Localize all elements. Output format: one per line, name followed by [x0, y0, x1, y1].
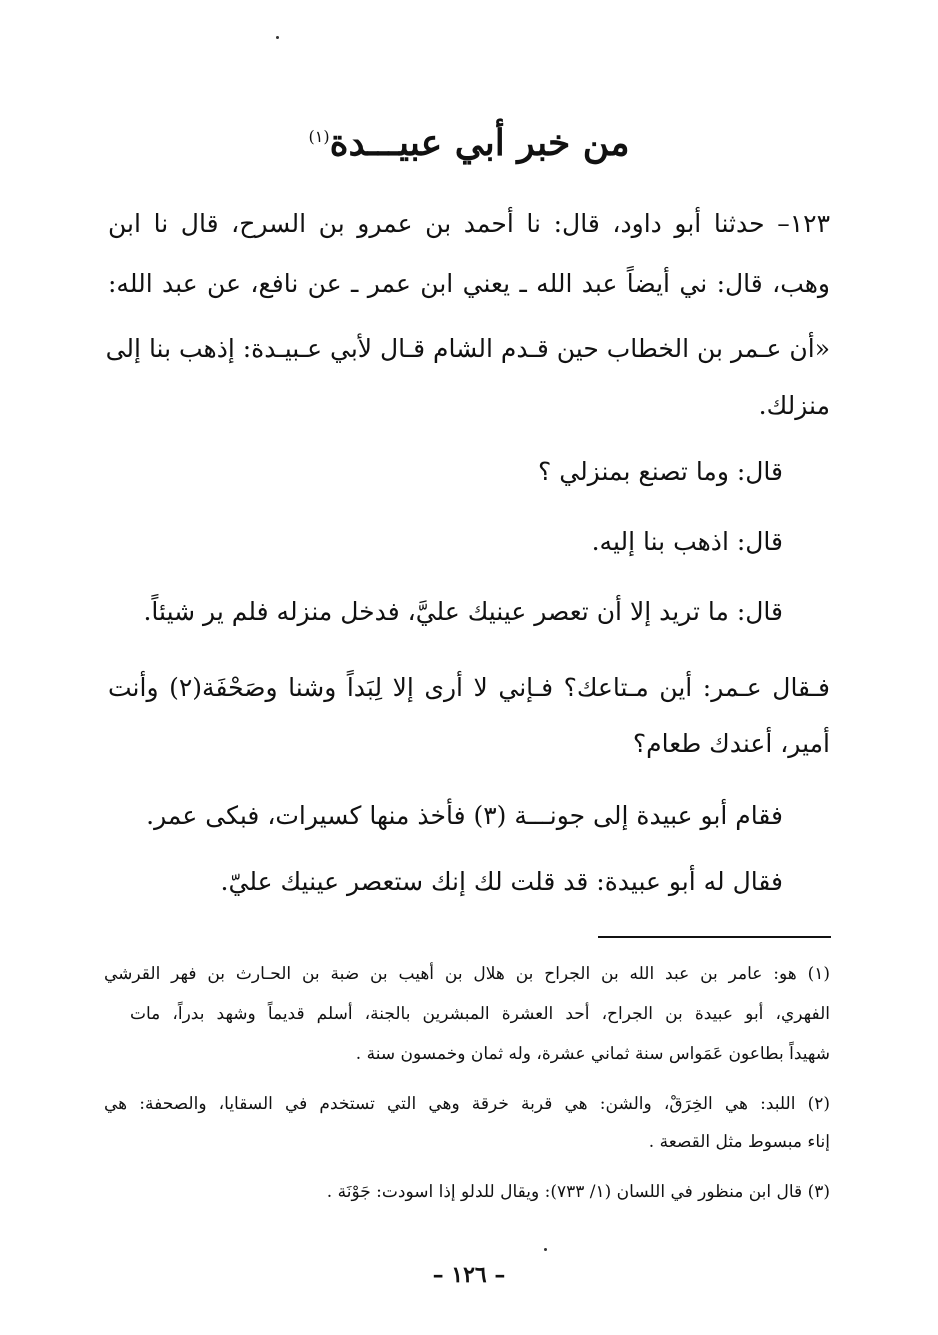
body-line-8: فـقال عـمر: أين مـتاعك؟ فـإني لا أرى إلا لِبَداً وشنا وصَحْفَة(٢) وأنت — [108, 673, 830, 702]
footnote-2-line-1: (٢) اللبد: هي الخِرَقْ، والشن: هي قربة خرقة وهي التي تستخدم في السقايا، والصحفة: هي — [104, 1094, 830, 1114]
body-line-2: وهب، قال: ني أيضاً عبد الله ـ يعني ابن عمر ـ عن نافع، عن عبد الله: — [108, 269, 830, 298]
body-line-1: ١٢٣– حدثنا أبو داود، قال: نا أحمد بن عمرو بن السرح، قال نا ابن — [108, 209, 831, 238]
scan-speck — [544, 1248, 547, 1251]
body-line-6: قال: اذهب بنا إليه. — [591, 527, 783, 556]
body-line-10: فقام أبو عبيدة إلى جونـــة (٣) فأخذ منها كسيرات، فبكى عمر. — [146, 801, 783, 830]
body-line-7: قال: ما تريد إلا أن تعصر عينيك عليَّ، فدخل منزله فلم ير شيئاً. — [143, 597, 783, 626]
body-line-11: فقال له أبو عبيدة: قد قلت لك إنك ستعصر عينيك عليّ. — [220, 867, 783, 896]
scan-speck — [276, 36, 279, 39]
page-number: – ١٢٦ – — [432, 1262, 506, 1288]
footnote-1-line-2: الفهري، أبو عبيدة بن الجراح، أحد العشرة المبشرين بالجنة، أسلم قديماً وشهد بدراً، مات — [130, 1004, 830, 1024]
body-line-3: «أن عـمر بن الخطاب حين قـدم الشام قـال لأبي عـبيـدة: إذهب بنا إلى — [105, 334, 830, 363]
footnote-3-line-1: (٣) قال ابن منظور في اللسان (١/ ٧٣٣): ويقال للدلو إذا اسودت: جَوْنَة . — [326, 1182, 830, 1202]
footnote-1-line-1: (١) هو: عامر بن عبد الله بن الجراح بن هلال بن أهيب بن ضبة بن الحـارث بن فهر القرشي — [104, 964, 830, 984]
title-footnote-marker: (١) — [308, 127, 330, 146]
body-line-5: قال: وما تصنع بمنزلي ؟ — [538, 457, 783, 486]
footnote-separator — [598, 936, 831, 938]
footnote-1-line-3: شهيداً بطاعون عَمَواس سنة ثماني عشرة، وله ثمان وخمسون سنة . — [355, 1044, 830, 1064]
footnote-2-line-2: إناء مبسوط مثل القصعة . — [648, 1132, 830, 1152]
title-text: من خبر أبي عبيـــدة — [329, 122, 630, 164]
body-line-9: أمير، أعندك طعام؟ — [632, 729, 830, 758]
page-title — [0, 122, 938, 164]
body-line-4: منزلك. — [758, 391, 830, 420]
